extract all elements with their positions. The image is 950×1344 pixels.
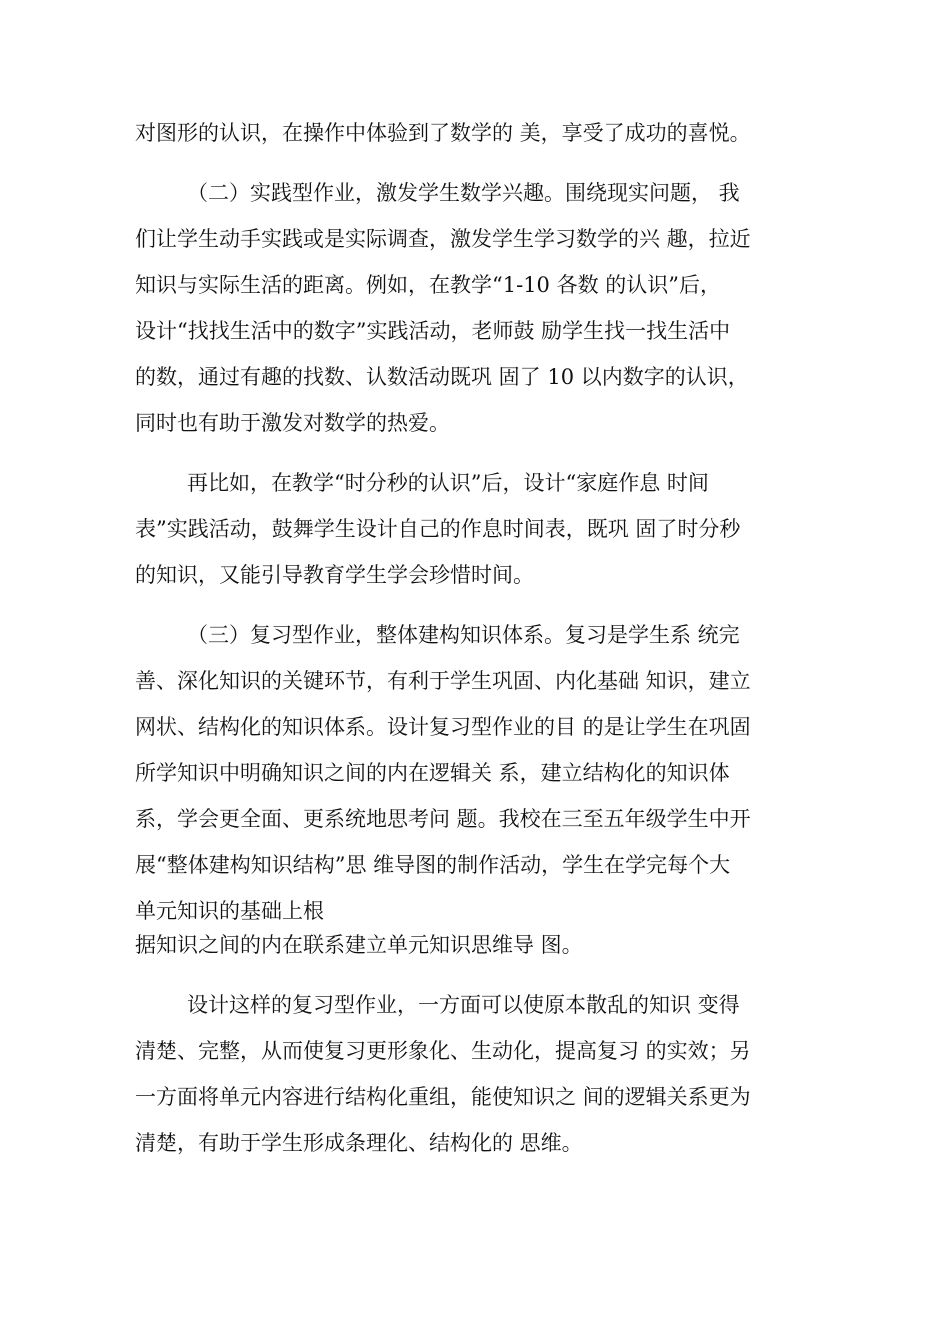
paragraph-1 <box>135 110 830 156</box>
document-body <box>135 110 830 1166</box>
text-line: 清楚、完整，从而使复习更形象化、生动化，提高复习 的实效；另 <box>135 1039 751 1063</box>
text-line: 知识与实际生活的距离。例如，在教学“1-10 各数 的认识”后， <box>135 273 721 297</box>
text-line: 展“整体建构知识结构”思 维导图的制作活动，学生在学完每个大 <box>135 853 731 877</box>
text-line: 设计“找找生活中的数字”实践活动，老师鼓 励学生找一找生活中 <box>135 319 731 343</box>
text-line: 们让学生动手实践或是实际调查，激发学生学习数学的兴 趣，拉近 <box>135 227 751 251</box>
text-line: 单元知识的基础上根 <box>135 899 324 923</box>
paragraph-5 <box>135 922 830 968</box>
text-line: 同时也有助于激发对数学的热爱。 <box>135 411 450 435</box>
text-line: 设计这样的复习型作业，一方面可以使原本散乱的知识 变得 <box>187 993 740 1017</box>
text-line: 对图形的认识，在操作中体验到了数学的 美，享受了成功的喜悦。 <box>135 121 751 145</box>
text-line: 所学知识中明确知识之间的内在逻辑关 系，建立结构化的知识体 <box>135 761 730 785</box>
text-line: 的数，通过有趣的找数、认数活动既巩 固了 10 以内数字的认识， <box>135 365 749 389</box>
text-line: 的知识，又能引导教育学生学会珍惜时间。 <box>135 563 534 587</box>
paragraph-3 <box>135 460 830 598</box>
text-line: 清楚，有助于学生形成条理化、结构化的 思维。 <box>135 1131 583 1155</box>
paragraph-gap <box>135 968 830 982</box>
text-line: （三）复习型作业，整体建构知识体系。复习是学生系 统完 <box>187 623 740 647</box>
text-line: 系，学会更全面、更系统地思考问 题。我校在三至五年级学生中开 <box>135 807 751 831</box>
paragraph-gap <box>135 446 830 460</box>
text-line: 善、深化知识的关键环节，有利于学生巩固、内化基础 知识，建立 <box>135 669 751 693</box>
paragraph-gap <box>135 598 830 612</box>
paragraph-4 <box>135 612 830 934</box>
text-line: 表”实践活动，鼓舞学生设计自己的作息时间表，既巩 固了时分秒 <box>135 517 741 541</box>
paragraph-2 <box>135 170 830 446</box>
paragraph-6 <box>135 982 830 1166</box>
text-line: （二）实践型作业，激发学生数学兴趣。围绕现实问题， 我 <box>187 181 740 205</box>
paragraph-gap <box>135 156 830 170</box>
text-line: 据知识之间的内在联系建立单元知识思维导 图。 <box>135 933 583 957</box>
text-line: 再比如，在教学“时分秒的认识”后，设计“家庭作息 时间 <box>187 471 709 495</box>
text-line: 网状、结构化的知识体系。设计复习型作业的目 的是让学生在巩固 <box>135 715 751 739</box>
text-line: 一方面将单元内容进行结构化重组，能使知识之 间的逻辑关系更为 <box>135 1085 751 1109</box>
